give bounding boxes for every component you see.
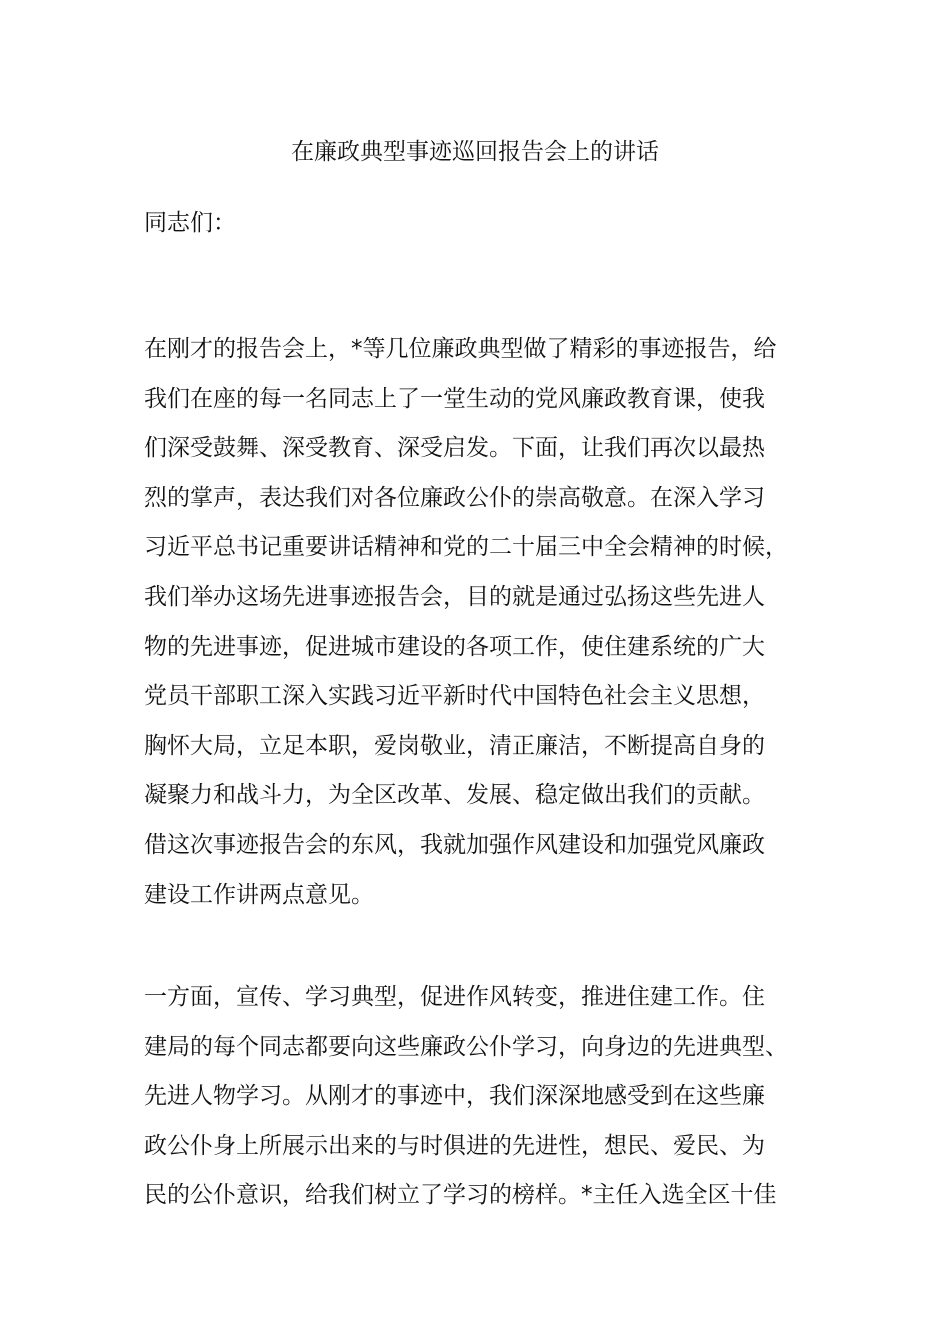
paragraph-line: 党员干部职工深入实践习近平新时代中国特色社会主义思想，: [144, 683, 765, 710]
paragraph-line: 凝聚力和战斗力，为全区改革、发展、稳定做出我们的贡献。: [144, 782, 765, 809]
paragraph-line: 习近平总书记重要讲话精神和党的二十届三中全会精神的时候，: [144, 534, 788, 561]
paragraph-line: 建局的每个同志都要向这些廉政公仆学习，向身边的先进典型、: [144, 1033, 788, 1060]
paragraph-line: 我们举办这场先进事迹报告会，目的就是通过弘扬这些先进人: [144, 583, 765, 610]
paragraph-line: 政公仆身上所展示出来的与时俱进的先进性，想民、爱民、为: [144, 1132, 765, 1159]
salutation: 同志们：: [144, 210, 236, 236]
paragraph-line: 借这次事迹报告会的东风，我就加强作风建设和加强党风廉政: [144, 831, 765, 858]
paragraph-line: 胸怀大局，立足本职，爱岗敬业，清正廉洁，不断提高自身的: [144, 732, 765, 759]
body-paragraph: [144, 982, 844, 1230]
paragraph-line: 建设工作讲两点意见。: [144, 881, 374, 908]
paragraph-line: 先进人物学习。从刚才的事迹中，我们深深地感受到在这些廉: [144, 1083, 765, 1110]
paragraph-line: 我们在座的每一名同志上了一堂生动的党风廉政教育课，使我: [144, 385, 765, 412]
paragraph-line: 在刚才的报告会上，*等几位廉政典型做了精彩的事迹报告，给: [144, 336, 777, 362]
body-paragraph: [144, 334, 844, 929]
paragraph-line: 物的先进事迹，促进城市建设的各项工作，使住建系统的广大: [144, 633, 765, 660]
paragraph-line: 们深受鼓舞、深受教育、深受启发。下面，让我们再次以最热: [144, 435, 765, 462]
paragraph-line: 一方面，宣传、学习典型，促进作风转变，推进住建工作。住: [144, 984, 765, 1010]
paragraph-line: 民的公仆意识，给我们树立了学习的榜样。*主任入选全区十佳: [144, 1182, 777, 1209]
paragraph-line: 烈的掌声，表达我们对各位廉政公仆的崇高敬意。在深入学习: [144, 484, 765, 511]
document-title: 在廉政典型事迹巡回报告会上的讲话: [291, 139, 659, 165]
